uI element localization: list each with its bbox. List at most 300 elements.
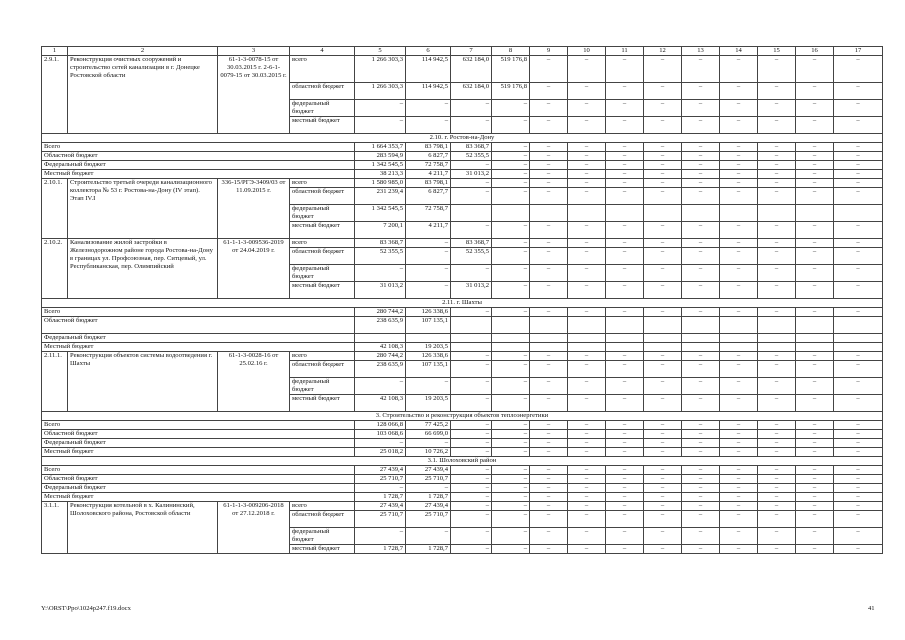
- amount-cell: [530, 334, 568, 343]
- amount-cell: –: [568, 361, 606, 378]
- object-name: Реконструкция объектов системы водоотведения г. Шахты: [68, 352, 218, 412]
- amount-cell: –: [530, 100, 568, 117]
- amount-cell: –: [834, 528, 883, 545]
- amount-cell: –: [568, 239, 606, 248]
- amount-cell: –: [568, 265, 606, 282]
- total-row: [42, 466, 883, 475]
- amount-cell: –: [682, 421, 720, 430]
- amount-cell: 280 744,2: [355, 308, 406, 317]
- amount-cell: –: [568, 439, 606, 448]
- amount-cell: –: [568, 528, 606, 545]
- amount-cell: 27 439,4: [355, 466, 406, 475]
- amount-cell: –: [758, 308, 796, 317]
- column-number-row: [42, 47, 883, 56]
- amount-cell: –: [758, 83, 796, 100]
- amount-cell: –: [758, 222, 796, 239]
- amount-cell: 25 710,7: [355, 511, 406, 528]
- amount-cell: –: [606, 421, 644, 430]
- amount-cell: –: [451, 117, 492, 134]
- amount-cell: [451, 205, 492, 222]
- amount-cell: –: [796, 188, 834, 205]
- funding-source: всего: [290, 56, 355, 83]
- amount-cell: –: [796, 152, 834, 161]
- amount-cell: –: [682, 152, 720, 161]
- amount-cell: –: [530, 308, 568, 317]
- amount-cell: –: [796, 170, 834, 179]
- amount-cell: –: [406, 528, 451, 545]
- amount-cell: –: [568, 152, 606, 161]
- amount-cell: –: [796, 83, 834, 100]
- amount-cell: [530, 317, 568, 334]
- amount-cell: –: [796, 239, 834, 248]
- amount-cell: –: [682, 222, 720, 239]
- column-number: 5: [355, 47, 406, 56]
- amount-cell: 283 594,9: [355, 152, 406, 161]
- amount-cell: –: [720, 83, 758, 100]
- amount-cell: –: [355, 100, 406, 117]
- amount-cell: –: [568, 421, 606, 430]
- total-row: [42, 493, 883, 502]
- amount-cell: [682, 334, 720, 343]
- amount-cell: 107 135,1: [406, 361, 451, 378]
- amount-cell: –: [682, 502, 720, 511]
- amount-cell: –: [720, 439, 758, 448]
- budget-table: [41, 46, 883, 554]
- amount-cell: –: [606, 239, 644, 248]
- amount-cell: –: [530, 430, 568, 439]
- amount-cell: –: [568, 248, 606, 265]
- funding-source: областной бюджет: [290, 511, 355, 528]
- amount-cell: –: [530, 222, 568, 239]
- amount-cell: [568, 205, 606, 222]
- amount-cell: 238 635,9: [355, 317, 406, 334]
- amount-cell: –: [492, 430, 530, 439]
- object-registration: 61-1-1-3-009536-2019 от 24.04.2019 г.: [218, 239, 290, 299]
- amount-cell: 114 942,5: [406, 83, 451, 100]
- amount-cell: –: [796, 511, 834, 528]
- amount-cell: 31 013,2: [451, 170, 492, 179]
- amount-cell: 52 355,5: [451, 248, 492, 265]
- amount-cell: –: [606, 143, 644, 152]
- amount-cell: 126 338,6: [406, 352, 451, 361]
- amount-cell: –: [758, 484, 796, 493]
- amount-cell: –: [834, 188, 883, 205]
- amount-cell: –: [606, 152, 644, 161]
- amount-cell: –: [530, 421, 568, 430]
- amount-cell: –: [644, 56, 682, 83]
- amount-cell: –: [568, 511, 606, 528]
- amount-cell: –: [492, 248, 530, 265]
- amount-cell: –: [530, 56, 568, 83]
- amount-cell: –: [834, 56, 883, 83]
- amount-cell: –: [644, 239, 682, 248]
- amount-cell: 6 827,7: [406, 188, 451, 205]
- amount-cell: –: [682, 466, 720, 475]
- amount-cell: –: [834, 222, 883, 239]
- amount-cell: –: [720, 511, 758, 528]
- amount-cell: –: [796, 502, 834, 511]
- funding-source: областной бюджет: [290, 248, 355, 265]
- amount-cell: –: [720, 188, 758, 205]
- amount-cell: 25 018,2: [355, 448, 406, 457]
- amount-cell: 42 108,3: [355, 395, 406, 412]
- amount-cell: –: [644, 528, 682, 545]
- amount-cell: –: [606, 511, 644, 528]
- amount-cell: –: [492, 439, 530, 448]
- amount-cell: –: [644, 421, 682, 430]
- total-label: Местный бюджет: [42, 493, 355, 502]
- object-row: [42, 502, 883, 511]
- object-registration: 336-15/РГЭ-3409/03 от 11.09.2015 г.: [218, 179, 290, 239]
- amount-cell: –: [796, 265, 834, 282]
- amount-cell: –: [758, 378, 796, 395]
- amount-cell: –: [720, 265, 758, 282]
- amount-cell: –: [568, 493, 606, 502]
- amount-cell: –: [644, 448, 682, 457]
- amount-cell: –: [568, 117, 606, 134]
- amount-cell: [796, 343, 834, 352]
- amount-cell: –: [606, 430, 644, 439]
- amount-cell: 632 184,0: [451, 83, 492, 100]
- amount-cell: [796, 334, 834, 343]
- amount-cell: –: [492, 352, 530, 361]
- amount-cell: –: [492, 395, 530, 412]
- amount-cell: 31 013,2: [355, 282, 406, 299]
- amount-cell: [606, 343, 644, 352]
- amount-cell: –: [451, 188, 492, 205]
- amount-cell: –: [682, 239, 720, 248]
- amount-cell: –: [492, 161, 530, 170]
- amount-cell: –: [834, 265, 883, 282]
- amount-cell: –: [606, 161, 644, 170]
- amount-cell: –: [492, 143, 530, 152]
- amount-cell: –: [796, 466, 834, 475]
- amount-cell: 31 013,2: [451, 282, 492, 299]
- total-row: [42, 334, 883, 343]
- column-number: 13: [682, 47, 720, 56]
- amount-cell: –: [758, 143, 796, 152]
- object-row: [42, 56, 883, 83]
- amount-cell: –: [606, 83, 644, 100]
- amount-cell: –: [451, 430, 492, 439]
- amount-cell: –: [644, 484, 682, 493]
- amount-cell: 7 200,1: [355, 222, 406, 239]
- amount-cell: [644, 205, 682, 222]
- amount-cell: –: [644, 152, 682, 161]
- amount-cell: –: [682, 484, 720, 493]
- funding-source: местный бюджет: [290, 282, 355, 299]
- amount-cell: –: [530, 83, 568, 100]
- object-name: Канализование жилой застройки в Железнодорожном районе города Ростова-на-Дону в границах ул. Профсоюзная, пер. Ситцевый, ул. Республиканская, пер. Олимпийский: [68, 239, 218, 299]
- amount-cell: –: [758, 152, 796, 161]
- object-name: Строительство третьей очереди канализационного коллектора № 53 г. Ростова-на-Дону (IV этап). Этап IV.I: [68, 179, 218, 239]
- amount-cell: –: [606, 188, 644, 205]
- amount-cell: –: [834, 83, 883, 100]
- amount-cell: –: [720, 100, 758, 117]
- amount-cell: –: [834, 448, 883, 457]
- amount-cell: –: [451, 545, 492, 554]
- amount-cell: –: [568, 430, 606, 439]
- amount-cell: –: [568, 83, 606, 100]
- amount-cell: –: [796, 378, 834, 395]
- amount-cell: –: [834, 248, 883, 265]
- total-row: [42, 475, 883, 484]
- amount-cell: –: [834, 282, 883, 299]
- total-label: Местный бюджет: [42, 170, 355, 179]
- amount-cell: –: [451, 222, 492, 239]
- amount-cell: –: [758, 282, 796, 299]
- amount-cell: 280 744,2: [355, 352, 406, 361]
- object-code: 2.11.1.: [42, 352, 68, 412]
- amount-cell: 114 942,5: [406, 56, 451, 83]
- amount-cell: –: [758, 170, 796, 179]
- amount-cell: 103 068,6: [355, 430, 406, 439]
- amount-cell: –: [492, 179, 530, 188]
- column-number: 11: [606, 47, 644, 56]
- amount-cell: –: [796, 361, 834, 378]
- amount-cell: –: [530, 439, 568, 448]
- amount-cell: –: [682, 378, 720, 395]
- amount-cell: [834, 317, 883, 334]
- amount-cell: –: [355, 117, 406, 134]
- total-row: [42, 421, 883, 430]
- section-heading: 2.11. г. Шахты: [42, 299, 883, 308]
- amount-cell: –: [406, 484, 451, 493]
- amount-cell: –: [606, 528, 644, 545]
- amount-cell: –: [492, 117, 530, 134]
- amount-cell: –: [606, 545, 644, 554]
- amount-cell: –: [644, 100, 682, 117]
- amount-cell: –: [834, 421, 883, 430]
- amount-cell: –: [492, 222, 530, 239]
- amount-cell: –: [758, 248, 796, 265]
- funding-source: областной бюджет: [290, 361, 355, 378]
- amount-cell: 27 439,4: [355, 502, 406, 511]
- section-heading-row: [42, 299, 883, 308]
- amount-cell: –: [720, 493, 758, 502]
- funding-source: местный бюджет: [290, 395, 355, 412]
- amount-cell: –: [606, 502, 644, 511]
- amount-cell: –: [834, 100, 883, 117]
- amount-cell: –: [758, 100, 796, 117]
- amount-cell: [568, 317, 606, 334]
- total-row: [42, 161, 883, 170]
- amount-cell: –: [720, 466, 758, 475]
- amount-cell: –: [568, 475, 606, 484]
- amount-cell: [758, 205, 796, 222]
- amount-cell: –: [720, 152, 758, 161]
- amount-cell: –: [568, 56, 606, 83]
- amount-cell: –: [834, 395, 883, 412]
- amount-cell: –: [530, 395, 568, 412]
- amount-cell: –: [720, 161, 758, 170]
- amount-cell: [568, 334, 606, 343]
- total-row: [42, 343, 883, 352]
- amount-cell: –: [568, 466, 606, 475]
- amount-cell: –: [644, 361, 682, 378]
- amount-cell: –: [606, 56, 644, 83]
- amount-cell: –: [796, 475, 834, 484]
- amount-cell: –: [451, 466, 492, 475]
- amount-cell: –: [644, 493, 682, 502]
- total-label: Федеральный бюджет: [42, 334, 355, 343]
- amount-cell: –: [834, 179, 883, 188]
- amount-cell: 4 211,7: [406, 170, 451, 179]
- amount-cell: [758, 334, 796, 343]
- column-number: 16: [796, 47, 834, 56]
- amount-cell: –: [720, 502, 758, 511]
- amount-cell: –: [758, 265, 796, 282]
- amount-cell: –: [834, 511, 883, 528]
- amount-cell: [720, 334, 758, 343]
- total-label: Всего: [42, 421, 355, 430]
- amount-cell: –: [406, 100, 451, 117]
- section-heading-row: [42, 412, 883, 421]
- amount-cell: –: [492, 308, 530, 317]
- amount-cell: –: [796, 222, 834, 239]
- section-heading-row: [42, 457, 883, 466]
- funding-source: местный бюджет: [290, 545, 355, 554]
- amount-cell: –: [606, 493, 644, 502]
- column-number: 7: [451, 47, 492, 56]
- amount-cell: [682, 205, 720, 222]
- amount-cell: 19 203,5: [406, 343, 451, 352]
- amount-cell: 1 728,7: [355, 545, 406, 554]
- amount-cell: –: [834, 308, 883, 317]
- section-heading-row: [42, 134, 883, 143]
- amount-cell: 27 439,4: [406, 502, 451, 511]
- amount-cell: –: [758, 395, 796, 412]
- amount-cell: –: [530, 282, 568, 299]
- amount-cell: –: [530, 188, 568, 205]
- amount-cell: –: [796, 439, 834, 448]
- amount-cell: –: [451, 265, 492, 282]
- amount-cell: –: [796, 430, 834, 439]
- amount-cell: –: [834, 484, 883, 493]
- total-label: Всего: [42, 143, 355, 152]
- object-row: [42, 239, 883, 248]
- amount-cell: –: [451, 439, 492, 448]
- amount-cell: [796, 317, 834, 334]
- amount-cell: –: [568, 170, 606, 179]
- total-row: [42, 484, 883, 493]
- amount-cell: 519 176,8: [492, 56, 530, 83]
- amount-cell: –: [682, 448, 720, 457]
- amount-cell: –: [644, 222, 682, 239]
- amount-cell: –: [568, 484, 606, 493]
- amount-cell: [606, 334, 644, 343]
- amount-cell: –: [834, 152, 883, 161]
- amount-cell: –: [758, 448, 796, 457]
- amount-cell: –: [492, 170, 530, 179]
- amount-cell: –: [644, 308, 682, 317]
- amount-cell: 238 635,9: [355, 361, 406, 378]
- amount-cell: –: [492, 466, 530, 475]
- amount-cell: [451, 343, 492, 352]
- amount-cell: –: [492, 282, 530, 299]
- amount-cell: 1 728,7: [406, 493, 451, 502]
- amount-cell: [720, 317, 758, 334]
- amount-cell: –: [530, 528, 568, 545]
- section-heading: 3. Строительство и реконструкция объектов теплоэнергетики: [42, 412, 883, 421]
- amount-cell: –: [568, 545, 606, 554]
- amount-cell: –: [451, 100, 492, 117]
- amount-cell: –: [606, 448, 644, 457]
- amount-cell: 52 355,5: [355, 248, 406, 265]
- amount-cell: –: [530, 448, 568, 457]
- total-label: Местный бюджет: [42, 448, 355, 457]
- column-number: 8: [492, 47, 530, 56]
- amount-cell: –: [530, 248, 568, 265]
- amount-cell: 38 213,3: [355, 170, 406, 179]
- amount-cell: –: [720, 56, 758, 83]
- object-registration: 61-1-1-3-009206-2018 от 27.12.2018 г.: [218, 502, 290, 554]
- amount-cell: –: [530, 511, 568, 528]
- column-number: 12: [644, 47, 682, 56]
- amount-cell: –: [568, 378, 606, 395]
- amount-cell: –: [530, 161, 568, 170]
- amount-cell: –: [406, 239, 451, 248]
- amount-cell: –: [682, 352, 720, 361]
- amount-cell: –: [796, 493, 834, 502]
- amount-cell: –: [796, 100, 834, 117]
- total-label: Всего: [42, 308, 355, 317]
- funding-source: областной бюджет: [290, 83, 355, 100]
- total-row: [42, 317, 883, 334]
- amount-cell: –: [568, 188, 606, 205]
- amount-cell: 1 342 545,5: [355, 161, 406, 170]
- column-number: 15: [758, 47, 796, 56]
- amount-cell: 25 710,7: [406, 511, 451, 528]
- amount-cell: –: [796, 448, 834, 457]
- amount-cell: –: [834, 170, 883, 179]
- amount-cell: 10 726,2: [406, 448, 451, 457]
- total-label: Федеральный бюджет: [42, 439, 355, 448]
- amount-cell: –: [758, 56, 796, 83]
- amount-cell: –: [796, 56, 834, 83]
- amount-cell: –: [451, 421, 492, 430]
- amount-cell: –: [606, 395, 644, 412]
- amount-cell: –: [606, 100, 644, 117]
- amount-cell: [720, 343, 758, 352]
- amount-cell: –: [758, 466, 796, 475]
- amount-cell: –: [492, 448, 530, 457]
- amount-cell: –: [758, 545, 796, 554]
- amount-cell: –: [758, 528, 796, 545]
- object-name: Реконструкция очистных сооружений и строительство сетей канализации в г. Донецке Ростовской области: [68, 56, 218, 134]
- amount-cell: –: [606, 361, 644, 378]
- amount-cell: –: [492, 528, 530, 545]
- amount-cell: –: [796, 545, 834, 554]
- amount-cell: –: [492, 493, 530, 502]
- amount-cell: –: [834, 475, 883, 484]
- amount-cell: –: [606, 484, 644, 493]
- amount-cell: –: [720, 308, 758, 317]
- amount-cell: –: [606, 117, 644, 134]
- amount-cell: –: [758, 502, 796, 511]
- amount-cell: –: [796, 421, 834, 430]
- funding-source: всего: [290, 502, 355, 511]
- amount-cell: –: [644, 117, 682, 134]
- amount-cell: –: [406, 282, 451, 299]
- amount-cell: –: [644, 83, 682, 100]
- amount-cell: –: [644, 439, 682, 448]
- amount-cell: –: [758, 179, 796, 188]
- amount-cell: –: [606, 248, 644, 265]
- amount-cell: –: [796, 179, 834, 188]
- amount-cell: –: [355, 484, 406, 493]
- amount-cell: 6 827,7: [406, 152, 451, 161]
